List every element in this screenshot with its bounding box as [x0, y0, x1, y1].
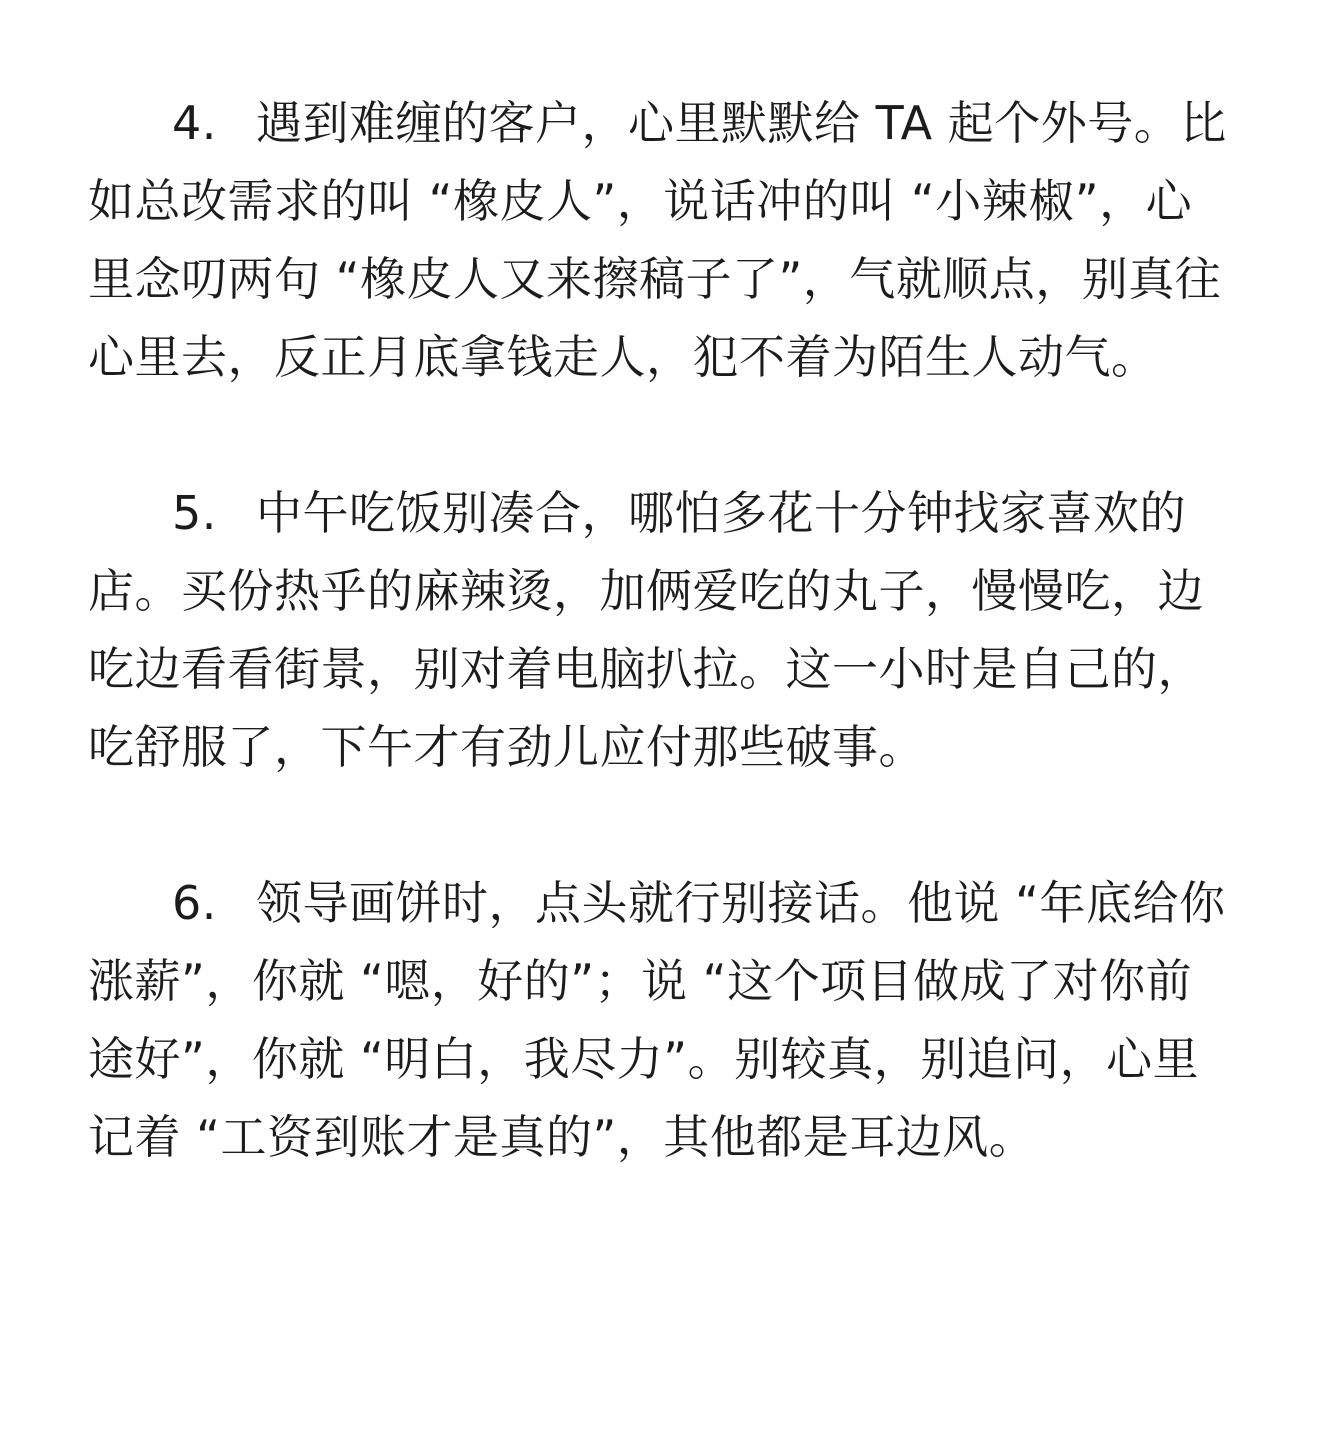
paragraph-text: 领导画饼时，点头就行别接话。他说 “年底给你涨薪”，你就 “嗯，好的”；说 “这个项目做成了对你前途好”，你就 “明白，我尽力”。别较真，别追问，心里记着 “工资到账才是真的”，其他都是耳边风。	[88, 876, 1226, 1164]
paragraph-text: 中午吃饭别凑合，哪怕多花十分钟找家喜欢的店。买份热乎的麻辣烫，加俩爱吃的丸子，慢慢吃，边吃边看看街景，别对着电脑扒拉。这一小时是自己的，吃舒服了，下午才有劲儿应付那些破事。	[88, 486, 1204, 774]
paragraph-text: 遇到难缠的客户，心里默默给 TA 起个外号。比如总改需求的叫 “橡皮人”，说话冲的叫 “小辣椒”，心里念叨两句 “橡皮人又来擦稿子了”，气就顺点，别真往心里去，反正月底拿钱走人，犯不着为陌生人动气。	[88, 96, 1227, 384]
paragraph-6	[88, 864, 1228, 1176]
paragraph-number: 6.	[172, 876, 217, 930]
article-body	[88, 84, 1228, 1176]
paragraph-number: 5.	[172, 486, 217, 540]
paragraph-5	[88, 474, 1228, 786]
paragraph-4	[88, 84, 1228, 396]
paragraph-number: 4.	[172, 96, 217, 150]
